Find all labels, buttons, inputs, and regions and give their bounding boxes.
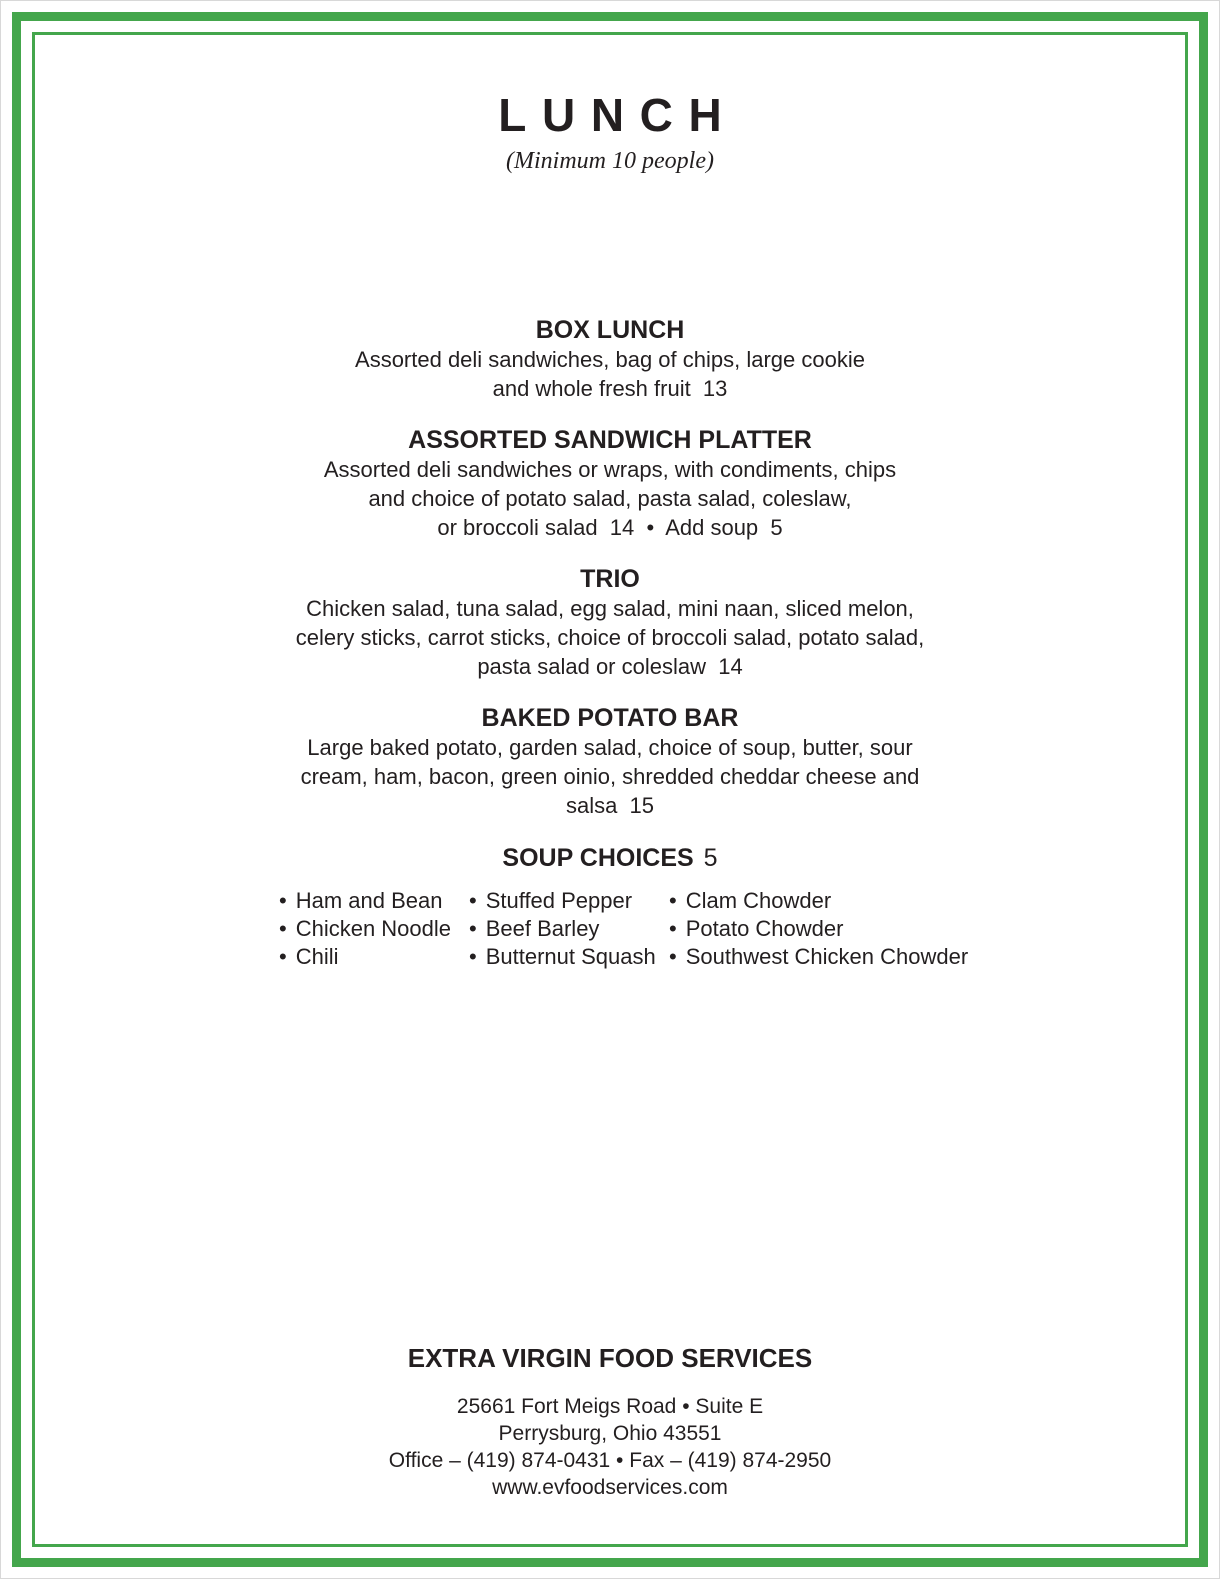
section-heading: ASSORTED SANDWICH PLATTER <box>408 426 812 454</box>
menu-sections <box>1 315 1219 842</box>
soup-item-label: Stuffed Pepper <box>485 888 633 913</box>
soup-choices-section <box>1 843 1219 971</box>
company-name: EXTRA VIRGIN FOOD SERVICES <box>407 1343 813 1373</box>
section-description-line: pasta salad or coleslaw 14 <box>477 654 743 679</box>
soup-column-2 <box>469 887 669 971</box>
soup-item-label: Beef Barley <box>485 916 600 941</box>
menu-section-assorted-sandwich-platter <box>260 425 960 542</box>
section-heading: BOX LUNCH <box>535 316 685 344</box>
section-description-line: Assorted deli sandwiches, bag of chips, large cookie <box>355 347 865 372</box>
soup-item-label: Potato Chowder <box>685 916 844 941</box>
section-description-line: Large baked potato, garden salad, choice of soup, butter, sour <box>307 735 913 760</box>
soup-item-label: Southwest Chicken Chowder <box>685 944 969 969</box>
menu-section-trio <box>260 564 960 681</box>
soup-choices-heading <box>1 843 1219 873</box>
section-heading: BAKED POTATO BAR <box>481 704 739 732</box>
page-subtitle: (Minimum 10 people) <box>506 148 714 174</box>
bullet-icon: • <box>669 944 677 969</box>
bullet-icon: • <box>279 916 287 941</box>
soup-column-3 <box>669 887 969 971</box>
soup-item <box>669 887 941 915</box>
soup-item-label: Ham and Bean <box>295 888 443 913</box>
bullet-icon: • <box>469 944 477 969</box>
soup-item <box>279 943 469 971</box>
section-description-line: Chicken salad, tuna salad, egg salad, mini naan, sliced melon, <box>306 596 914 621</box>
bullet-icon: • <box>669 888 677 913</box>
soup-item <box>469 887 669 915</box>
section-description-line: celery sticks, carrot sticks, choice of broccoli salad, potato salad, <box>295 625 925 650</box>
section-description-line: and choice of potato salad, pasta salad, coleslaw, <box>368 486 852 511</box>
menu-section-box-lunch <box>260 315 960 403</box>
soup-item <box>469 943 669 971</box>
bullet-icon: • <box>279 888 287 913</box>
section-description-line: and whole fresh fruit 13 <box>492 376 728 401</box>
soup-choices-label: SOUP CHOICES <box>502 844 694 872</box>
soup-column-1 <box>279 887 469 971</box>
website-url: www.evfoodservices.com <box>492 1476 728 1499</box>
menu-section-baked-potato-bar <box>260 703 960 820</box>
bullet-icon: • <box>669 916 677 941</box>
soup-item <box>279 915 469 943</box>
soup-item <box>279 887 469 915</box>
address-line-1: 25661 Fort Meigs Road • Suite E <box>456 1395 764 1418</box>
soup-item-label: Butternut Squash <box>485 944 656 969</box>
bullet-icon: • <box>279 944 287 969</box>
section-description-line: Assorted deli sandwiches or wraps, with condiments, chips <box>323 457 897 482</box>
section-description-line: cream, ham, bacon, green oinio, shredded cheddar cheese and <box>300 764 920 789</box>
soup-item-label: Clam Chowder <box>685 888 832 913</box>
soup-item <box>669 943 969 971</box>
soup-choices-price: 5 <box>703 844 718 872</box>
section-description-line: salsa 15 <box>565 793 655 818</box>
bullet-icon: • <box>469 888 477 913</box>
soup-item <box>469 915 669 943</box>
header <box>1 89 1219 175</box>
phone-fax-line: Office – (419) 874-0431 • Fax – (419) 874-2950 <box>388 1449 832 1472</box>
soup-columns <box>1 887 1219 971</box>
soup-item <box>669 915 941 943</box>
section-description-line: or broccoli salad 14 • Add soup 5 <box>437 515 783 540</box>
address-line-2: Perrysburg, Ohio 43551 <box>498 1422 722 1445</box>
page-title: LUNCH <box>498 89 738 141</box>
soup-item-label: Chili <box>295 944 339 969</box>
footer <box>1 1343 1219 1501</box>
soup-item-label: Chicken Noodle <box>295 916 452 941</box>
section-heading: TRIO <box>580 565 640 593</box>
bullet-icon: • <box>469 916 477 941</box>
